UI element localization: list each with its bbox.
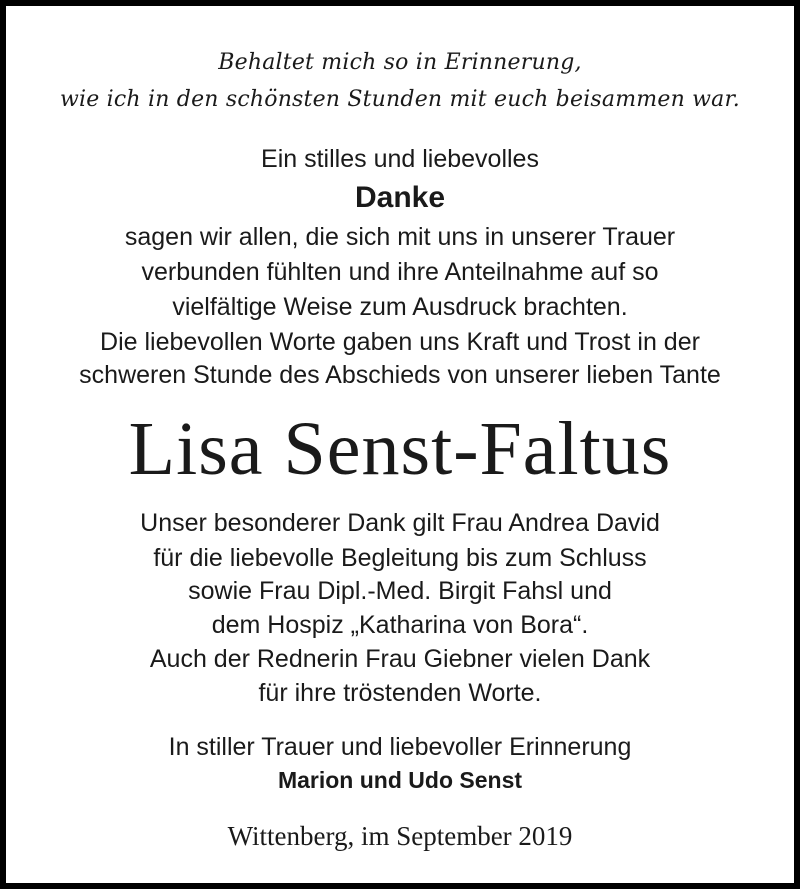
thanks-line: sagen wir allen, die sich mit uns in unserer Trauer (124, 223, 676, 251)
thanks-line: schweren Stunde des Abschieds von unserer lieben Tante (79, 361, 721, 389)
special-thanks-line: Unser besonderer Dank gilt Frau Andrea David (140, 509, 660, 537)
intro-text: Ein stilles und liebevolles (261, 145, 539, 173)
thanks-line: Die liebevollen Worte gaben uns Kraft und Trost in der (100, 328, 700, 356)
special-thanks-line: für die liebevolle Begleitung bis zum Schluss (153, 544, 647, 572)
closing-text: In stiller Trauer und liebevoller Erinnerung (168, 733, 632, 761)
special-thanks-line: für ihre tröstenden Worte. (258, 679, 542, 707)
place-date: Wittenberg, im September 2019 (227, 821, 573, 851)
danke-heading: Danke (354, 181, 446, 214)
deceased-name: Lisa Senst-Faltus (128, 407, 672, 491)
special-thanks-line: sowie Frau Dipl.-Med. Birgit Fahsl und (188, 577, 612, 605)
special-thanks-line: Auch der Rednerin Frau Giebner vielen Dank (149, 645, 651, 673)
signers: Marion und Udo Senst (277, 767, 523, 793)
quote-line-1: Behaltet mich so in Erinnerung, (218, 50, 582, 75)
special-thanks-line: dem Hospiz „Katharina von Bora“. (211, 611, 589, 639)
thanks-line: vielfältige Weise zum Ausdruck brachten. (172, 293, 628, 321)
quote-line-2: wie ich in den schönsten Stunden mit euch beisammen war. (60, 87, 740, 112)
thanks-line: verbunden fühlten und ihre Anteilnahme auf so (141, 258, 659, 286)
